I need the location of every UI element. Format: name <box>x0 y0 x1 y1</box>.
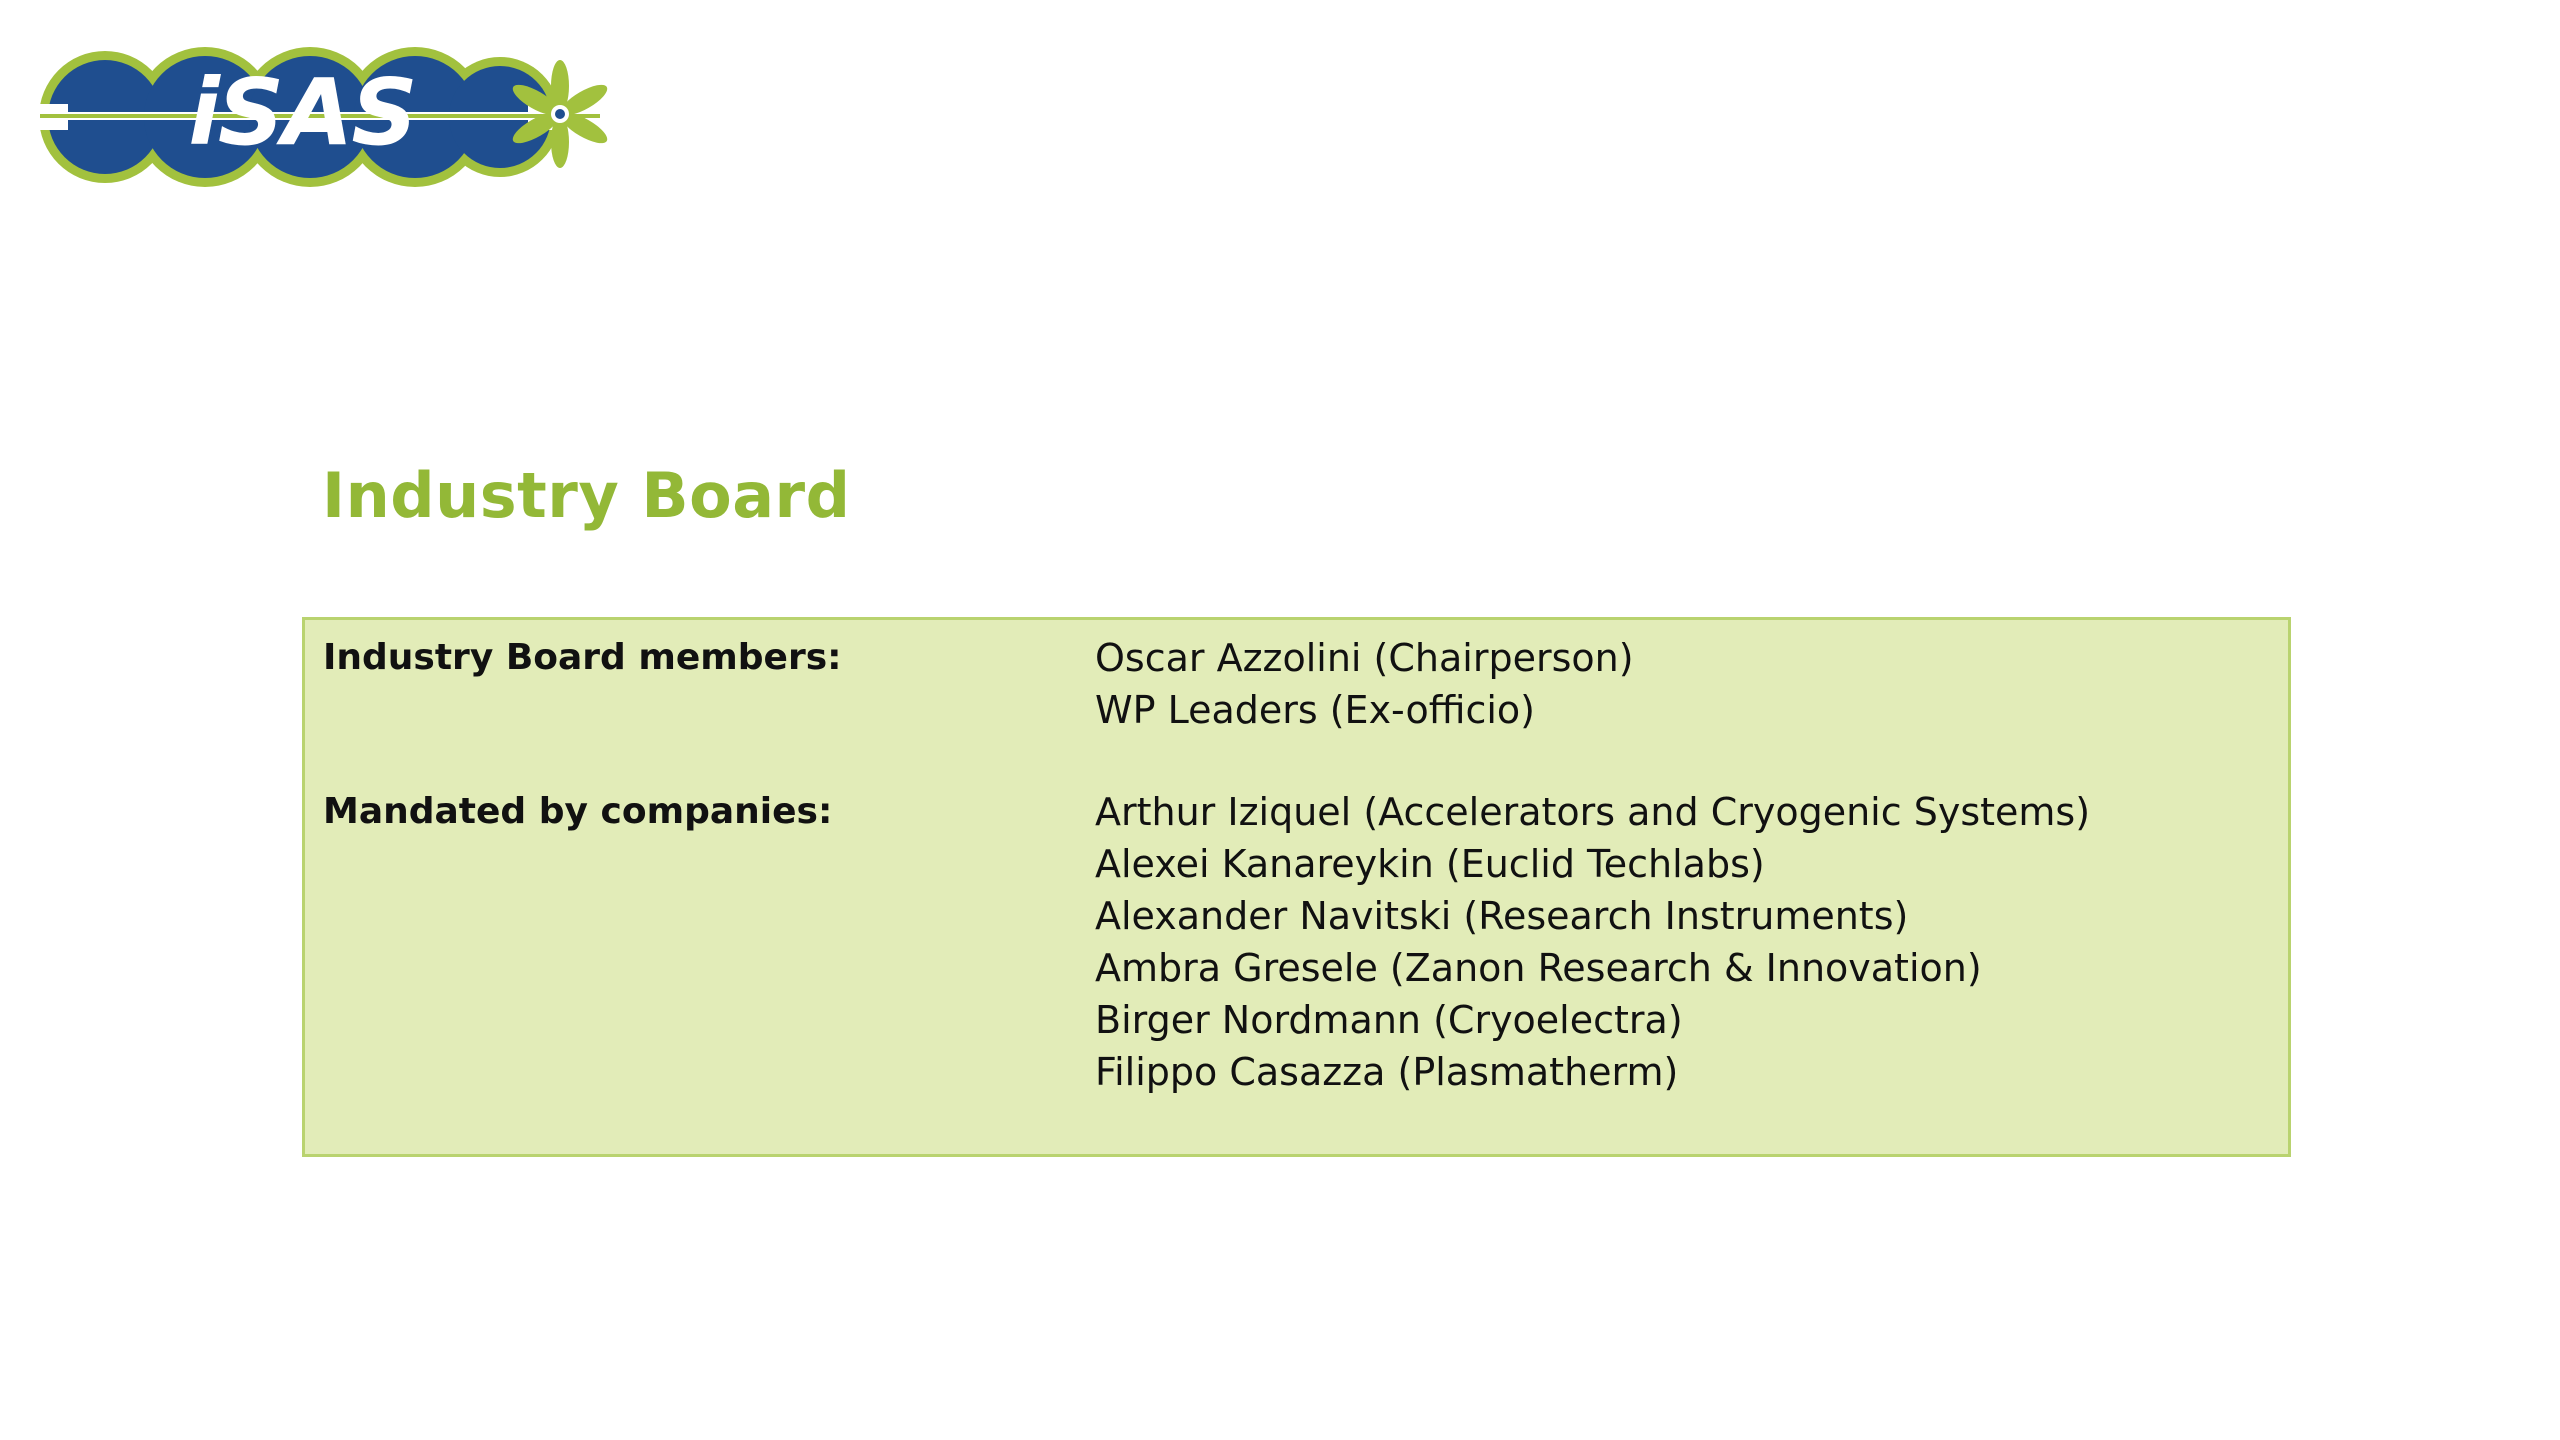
page-title: Industry Board <box>322 459 851 532</box>
members-label: Industry Board members: <box>323 637 842 678</box>
list-item: Oscar Azzolini (Chairperson) <box>1095 636 1634 680</box>
isas-logo <box>40 32 620 202</box>
mandated-list <box>1095 786 2090 1098</box>
logo-lettering: iSAS <box>188 59 416 166</box>
industry-board-table <box>302 617 2291 1157</box>
list-item: WP Leaders (Ex-officio) <box>1095 688 1535 732</box>
list-item: Birger Nordmann (Cryoelectra) <box>1095 998 1683 1042</box>
logo-emblem <box>40 47 600 187</box>
mandated-label: Mandated by companies: <box>323 791 833 832</box>
list-item: Filippo Casazza (Plasmatherm) <box>1095 1050 1679 1094</box>
list-item: Alexander Navitski (Research Instruments) <box>1095 894 1909 938</box>
list-item: Alexei Kanareykin (Euclid Techlabs) <box>1095 842 1765 886</box>
list-item: Ambra Gresele (Zanon Research & Innovation) <box>1095 946 1982 990</box>
list-item: Arthur Iziquel (Accelerators and Cryogenic Systems) <box>1095 790 2091 834</box>
members-list <box>1095 632 1634 736</box>
